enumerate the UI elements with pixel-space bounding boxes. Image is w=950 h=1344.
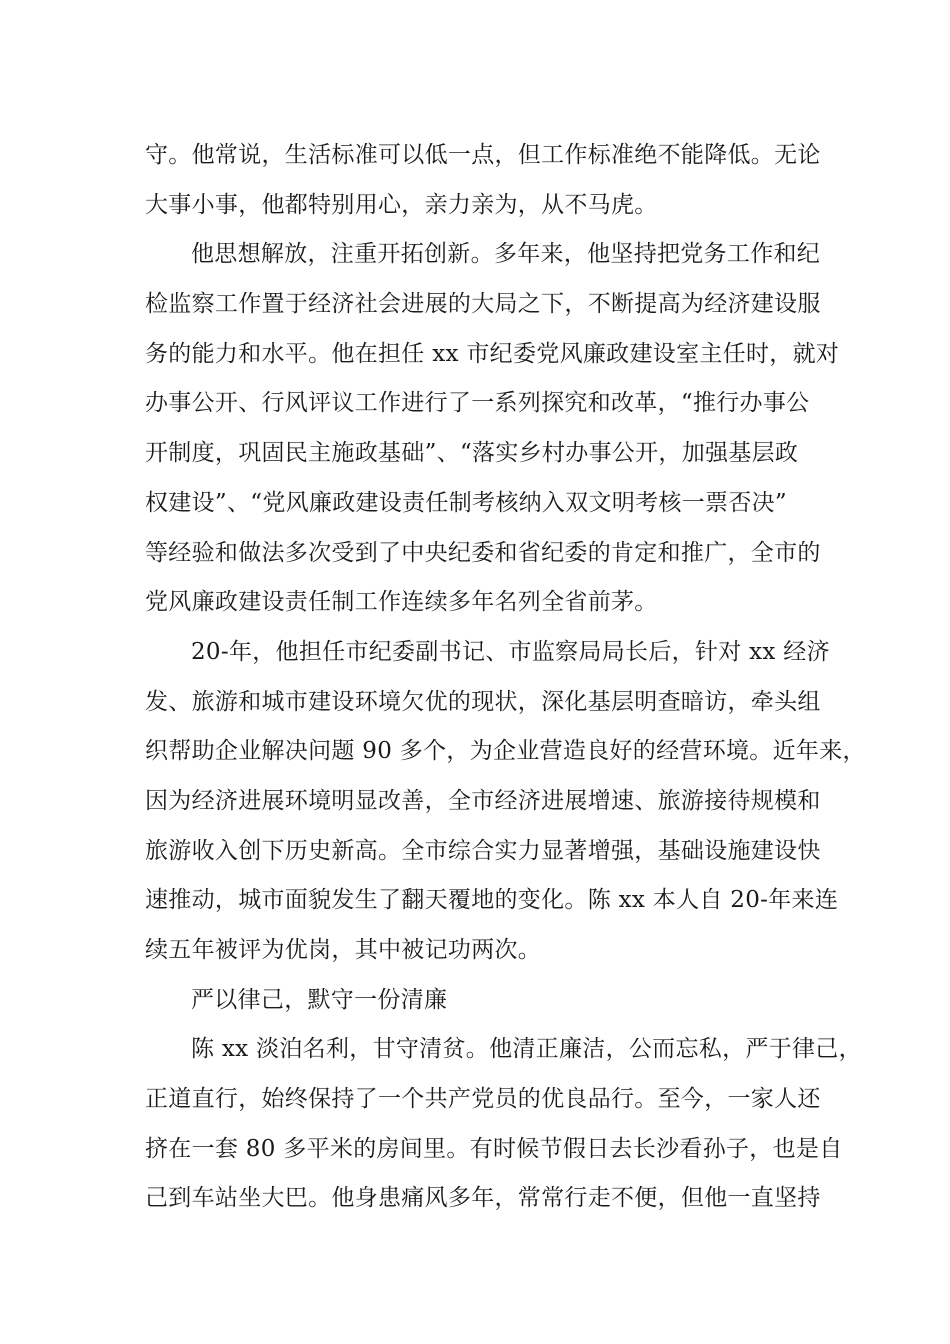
text-line: 速推动，城市面貌发生了翻天覆地的变化。陈 xx 本人自 20-年来连 bbox=[145, 887, 839, 914]
text-line: 党风廉政建设责任制工作连续多年名列全省前茅。 bbox=[145, 589, 658, 616]
text-line: 织帮助企业解决问题 90 多个，为企业营造良好的经营环境。近年来， bbox=[145, 738, 866, 765]
body-text bbox=[145, 131, 866, 1224]
text-line: 挤在一套 80 多平米的房间里。有时候节假日去长沙看孙子，也是自 bbox=[145, 1135, 843, 1162]
text-line: 己到车站坐大巴。他身患痛风多年，常常行走不便，但他一直坚持 bbox=[145, 1185, 821, 1212]
text-line: 守。他常说，生活标准可以低一点，但工作标准绝不能降低。无论 bbox=[145, 142, 821, 168]
text-line: 办事公开、行风评议工作进行了一系列探究和改革，“推行办事公 bbox=[145, 390, 810, 417]
text-line: 严以律己，默守一份清廉 bbox=[191, 986, 448, 1013]
text-line: 因为经济进展环境明显改善，全市经济进展增速、旅游接待规模和 bbox=[145, 787, 821, 814]
text-line: 续五年被评为优岗，其中被记功两次。 bbox=[145, 937, 542, 963]
text-line: 旅游收入创下历史新高。全市综合实力显著增强，基础设施建设快 bbox=[145, 837, 821, 864]
text-line: 检监察工作置于经济社会进展的大局之下，不断提高为经济建设服 bbox=[145, 291, 821, 318]
text-line: 务的能力和水平。他在担任 xx 市纪委党风廉政建设室主任时，就对 bbox=[145, 340, 840, 367]
text-line: 发、旅游和城市建设环境欠优的现状，深化基层明查暗访，牵头组 bbox=[145, 688, 821, 715]
text-line: 陈 xx 淡泊名利，甘守清贫。他清正廉洁，公而忘私，严于律己， bbox=[191, 1036, 862, 1063]
text-line: 他思想解放，注重开拓创新。多年来，他坚持把党务工作和纪 bbox=[191, 241, 821, 268]
text-line: 20-年，他担任市纪委副书记、市监察局局长后，针对 xx 经济 bbox=[191, 638, 830, 665]
text-line: 等经验和做法多次受到了中央纪委和省纪委的肯定和推广，全市的 bbox=[145, 539, 821, 566]
text-line: 正道直行，始终保持了一个共产党员的优良品行。至今，一家人还 bbox=[145, 1086, 821, 1113]
text-line: 权建设”、“党风廉政建设责任制考核纳入双文明考核一票否决” bbox=[145, 489, 787, 516]
text-line: 开制度，巩固民主施政基础”、“落实乡村办事公开，加强基层政 bbox=[145, 440, 799, 467]
text-line: 大事小事，他都特别用心，亲力亲为，从不马虎。 bbox=[145, 191, 658, 218]
